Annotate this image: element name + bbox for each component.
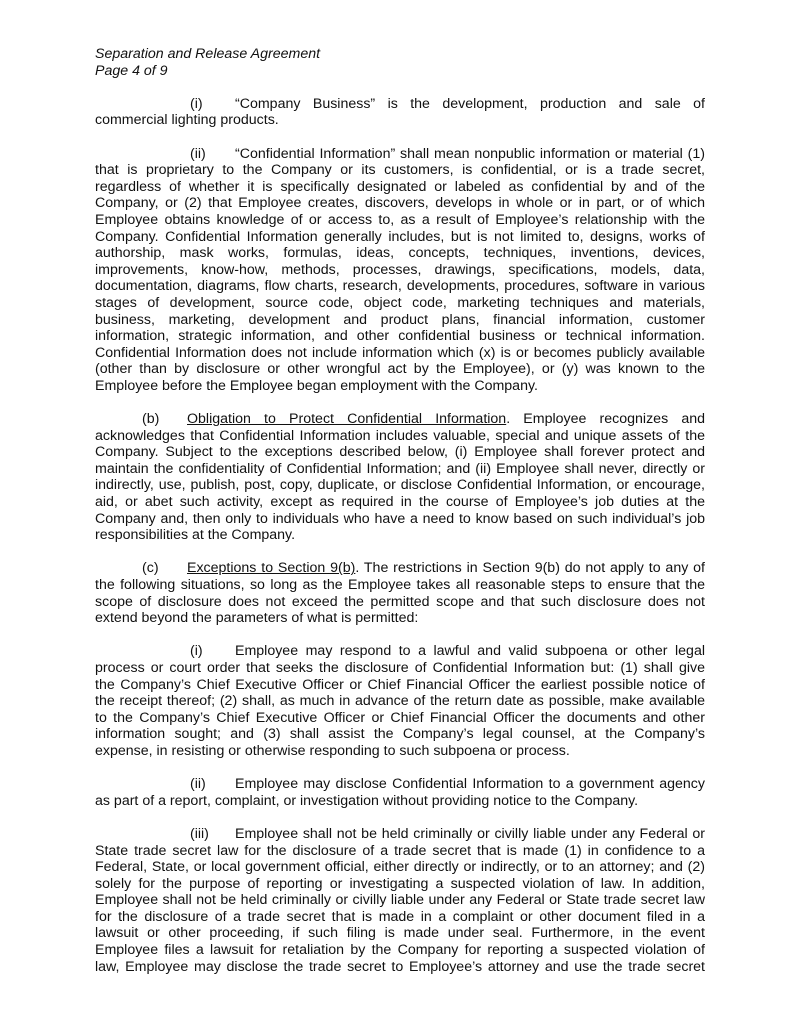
text-line: authorship, mask works, formulas, ideas, concepts, techniques, inventions, devices, xyxy=(95,245,705,262)
header-title: Separation and Release Agreement xyxy=(95,46,321,62)
paragraph-label: (ii) xyxy=(190,776,206,793)
paragraph xyxy=(95,146,705,395)
text-line: stages of development, source code, object code, marketing techniques and materials, xyxy=(95,294,705,311)
text-line: to the Company’s Chief Executive Officer or Chief Financial Officer the documents and other xyxy=(95,709,705,726)
text-line: business, marketing, development and product plans, financial information, customer xyxy=(95,311,705,328)
paragraph-label: (b) xyxy=(142,411,160,428)
text-line: information sought; and (3) shall assist the Company’s legal counsel, at the Company’s xyxy=(95,726,705,743)
text-line: documentation, diagrams, flow charts, research, developments, procedures, software in various xyxy=(95,278,705,295)
text-line: process or court order that seeks the disclosure of Confidential Information but: (1) shall give xyxy=(95,659,705,676)
text-line: law, Employee may disclose the trade secret to Employee’s attorney and use the trade secret xyxy=(95,958,705,975)
line-text: Employee shall not be held criminally or civilly liable under any Federal or xyxy=(235,825,705,842)
text-line xyxy=(95,411,705,428)
text-line: extend beyond the parameters of what is permitted: xyxy=(95,610,419,627)
line-text: Employee may respond to a lawful and valid subpoena or other legal xyxy=(235,643,705,660)
running-header xyxy=(95,46,705,79)
text-line: (other than by disclosure or other wrongful act by the Employee), or (y) was known to the xyxy=(95,361,705,378)
text-line: that is proprietary to the Company or its customers, is confidential, or is a trade secret, xyxy=(95,162,705,179)
text-line xyxy=(95,96,705,113)
text-line: scope of disclosure does not exceed the permitted scope and that such disclosure does not xyxy=(95,593,705,610)
paragraph-label: (i) xyxy=(190,643,203,660)
text-line: responsibilities at the Company. xyxy=(95,527,296,544)
text-line: expense, in resisting or otherwise responding to such subpoena or process. xyxy=(95,742,570,759)
text-line: State trade secret law for the disclosure of a trade secret that is made (1) in confidence to a xyxy=(95,842,705,859)
text-line: commercial lighting products. xyxy=(95,112,279,129)
text-line: lawsuit or other proceeding, if such filing is made under seal. Furthermore, in the event xyxy=(95,925,705,942)
section-heading: Exceptions to Section 9(b) xyxy=(187,560,356,577)
text-line: information, strategic information, and other confidential business or technical information. xyxy=(95,328,705,345)
text-line xyxy=(95,560,705,577)
text-line xyxy=(95,643,705,660)
text-line: Company. Confidential Information generally includes, but is not limited to, designs, works of xyxy=(95,228,705,245)
paragraph xyxy=(95,643,705,759)
text-line: solely for the purpose of reporting or investigating a suspected violation of law. In addition, xyxy=(95,875,705,892)
text-line: for the disclosure of a trade secret that is made in a complaint or other document filed in a xyxy=(95,908,705,925)
document-page xyxy=(95,46,705,975)
text-line: Company and, then only to individuals who have a need to know based on such individual’s job xyxy=(95,510,705,527)
paragraph-label: (c) xyxy=(142,560,159,577)
text-line: improvements, know-how, methods, processes, drawings, specifications, models, data, xyxy=(95,261,705,278)
line-text: “Company Business” is the development, production and sale of xyxy=(235,95,705,112)
paragraph xyxy=(95,411,705,544)
text-line: Confidential Information does not include information which (x) is or becomes publicly available xyxy=(95,344,705,361)
text-line: maintain the confidentiality of Confidential Information; and (ii) Employee shall never, directly or xyxy=(95,460,705,477)
text-line: Company. Subject to the exceptions described below, (i) Employee shall forever protect and xyxy=(95,444,705,461)
paragraph-label: (ii) xyxy=(190,145,206,162)
line-text: Employee may disclose Confidential Information to a government agency xyxy=(235,776,705,793)
text-line: acknowledges that Confidential Information includes valuable, special and unique assets of the xyxy=(95,427,705,444)
paragraph-label: (i) xyxy=(190,95,203,112)
paragraph xyxy=(95,776,705,809)
text-line: aid, or abet such activity, except as required in the course of Employee’s job duties at the xyxy=(95,494,705,511)
text-line: regardless of whether it is specifically designated or labeled as confidential by and of the xyxy=(95,178,705,195)
paragraph-label: (iii) xyxy=(190,825,209,842)
section-heading: Obligation to Protect Confidential Information xyxy=(187,411,507,428)
line-text: . The restrictions in Section 9(b) do not apply to any of xyxy=(355,560,705,577)
text-line: Employee shall not be held criminally or civilly liable under any Federal or State trade secret law xyxy=(95,892,705,909)
paragraph xyxy=(95,826,705,975)
paragraph xyxy=(95,560,705,626)
text-line: Company, or (2) that Employee creates, discovers, develops in whole or in part, or of which xyxy=(95,195,705,212)
text-line: Employee files a lawsuit for retaliation by the Company for reporting a suspected violation of xyxy=(95,942,705,959)
document-body xyxy=(95,96,705,975)
line-text: . Employee recognizes and xyxy=(506,411,705,428)
text-line xyxy=(95,826,705,843)
text-line: the following situations, so long as the Employee takes all reasonable steps to ensure that the xyxy=(95,577,705,593)
text-line: the Company’s Chief Executive Officer or Chief Financial Officer the earliest possible notice of xyxy=(95,676,705,693)
text-line: Federal, State, or local government official, either directly or indirectly, or to an attorney; and (2) xyxy=(95,859,705,876)
text-line xyxy=(95,146,705,163)
paragraph xyxy=(95,96,705,129)
text-line: Employee obtains knowledge of or access to, as a result of Employee’s relationship with the xyxy=(95,211,705,228)
text-line: as part of a report, complaint, or investigation without providing notice to the Company. xyxy=(95,792,639,809)
text-line xyxy=(95,776,705,793)
text-line: the receipt thereof; (2) shall, as much in advance of the return date as possible, make available xyxy=(95,693,705,710)
line-text: “Confidential Information” shall mean nonpublic information or material (1) xyxy=(235,145,705,162)
text-line: indirectly, use, publish, post, copy, duplicate, or disclose Confidential Information, or encourage, xyxy=(95,477,705,494)
text-line: Employee before the Employee began employment with the Company. xyxy=(95,377,538,394)
header-page-number: Page 4 of 9 xyxy=(95,62,168,79)
